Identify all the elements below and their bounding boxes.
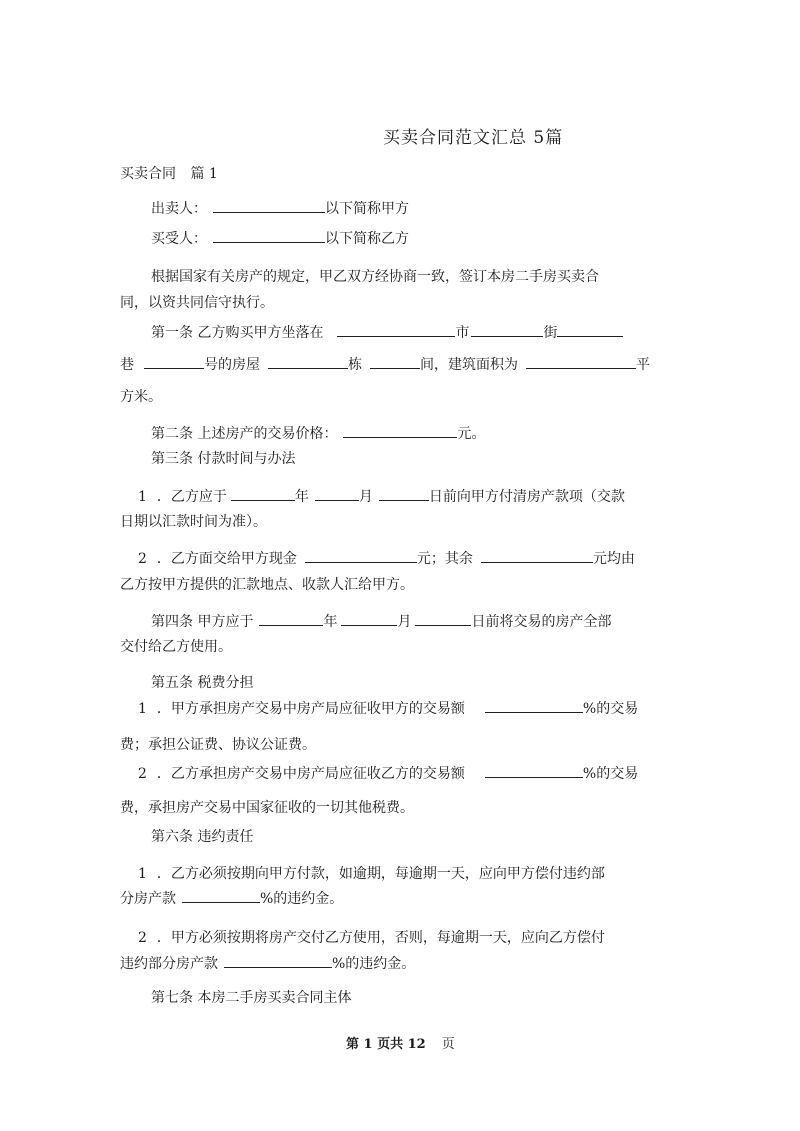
remainder-blank	[481, 549, 593, 563]
house-label: 号的房屋	[204, 357, 260, 373]
city-label: 市	[455, 325, 470, 341]
lane-label: 巷	[120, 357, 134, 373]
month-label: 月	[358, 489, 373, 505]
buyer-blank	[213, 229, 325, 243]
article-5-heading: 第五条 税费分担	[151, 675, 254, 691]
item-number: 2	[138, 930, 147, 946]
article-1-text: 第一条 乙方购买甲方坐落在	[151, 325, 324, 341]
buyer-suffix: 以下简称乙方	[325, 231, 409, 247]
cash-label: 元；其余	[416, 551, 473, 567]
year-label: 年	[294, 489, 309, 505]
price-unit: 元。	[457, 426, 486, 442]
article-4-text-end: 日前将交易的房产全部	[471, 614, 612, 630]
city-blank	[337, 323, 455, 337]
section-number: 篇 1	[190, 166, 218, 182]
area-unit-1: 平	[636, 357, 650, 373]
year-blank	[231, 487, 295, 501]
article-2	[151, 424, 485, 444]
seller-label: 出卖人：	[151, 201, 207, 217]
building-label: 栋	[348, 357, 362, 373]
buyer-line	[151, 229, 409, 249]
year-blank	[259, 612, 323, 626]
item-text: ．乙方承担房产交易中房产局应征收乙方的交易额	[156, 766, 465, 782]
area-blank	[526, 355, 636, 369]
article-6-item-2-line-2	[120, 954, 415, 974]
cash-blank	[305, 549, 417, 563]
article-1-line-1	[151, 323, 623, 343]
day-blank	[415, 612, 471, 626]
penalty-label: %的违约金。	[332, 956, 416, 972]
document-title: 买卖合同范文汇总 5篇	[383, 128, 564, 148]
intro-line-2: 同，以资共同信守执行。	[120, 295, 274, 311]
price-blank	[343, 424, 457, 438]
seller-suffix: 以下简称甲方	[325, 201, 409, 217]
article-1-line-2	[120, 355, 650, 375]
article-6-item-1-line-2	[120, 889, 343, 909]
page-unit: 页	[441, 1037, 455, 1052]
seller-blank	[213, 199, 325, 213]
lane-blank	[557, 323, 623, 337]
article-6-item-1-line-1	[138, 864, 605, 884]
item-text: ．乙方必须按期向甲方付款，如逾期，每逾期一天，应向甲方偿付违约部	[156, 866, 605, 882]
buyer-label: 买受人：	[151, 231, 207, 247]
year-label: 年	[323, 614, 338, 630]
percent-label: %的交易	[582, 766, 639, 782]
room-blank	[370, 355, 420, 369]
intro-line-1: 根据国家有关房产的规定，甲乙双方经协商一致，签订本房二手房买卖合	[151, 269, 599, 285]
article-4-line-1	[151, 612, 611, 632]
item-text: ．乙方面交给甲方现金	[156, 551, 297, 567]
article-7-heading: 第七条 本房二手房买卖合同主体	[151, 990, 352, 1006]
month-label: 月	[397, 614, 412, 630]
article-5-item-2-line-1	[138, 764, 638, 784]
item-text: ．甲方承担房产交易中房产局应征收甲方的交易额	[156, 701, 465, 717]
article-5-item-1-line-2: 费；承担公证费、协议公证费。	[120, 737, 316, 753]
percent-blank	[182, 889, 260, 903]
section-heading	[120, 164, 218, 184]
percent-blank	[224, 954, 332, 968]
item-number: 1	[138, 866, 147, 882]
house-number-blank	[144, 355, 204, 369]
article-1-line-3: 方米。	[120, 389, 162, 405]
area-text: 间，建筑面积为	[420, 357, 518, 373]
item-number: 2	[138, 551, 147, 567]
item-number: 2	[138, 766, 147, 782]
article-3-item-2-line-2: 乙方按甲方提供的汇款地点、收款人汇给甲方。	[120, 577, 414, 593]
item-text: 分房产款	[120, 891, 176, 907]
article-4-text: 第四条 甲方应于	[151, 614, 254, 630]
item-number: 1	[138, 489, 147, 505]
street-label: 街	[543, 325, 558, 341]
article-3-item-2-line-1	[138, 549, 635, 569]
article-3-item-1-line-1	[138, 487, 625, 507]
item-text: ．甲方必须按期将房产交付乙方使用，否则，每逾期一天，应向乙方偿付	[156, 930, 605, 946]
article-6-heading: 第六条 违约责任	[151, 829, 254, 845]
remainder-label: 元均由	[592, 551, 635, 567]
item-text: 违约部分房产款	[120, 956, 218, 972]
item-text: ．乙方应于	[156, 489, 227, 505]
building-blank	[268, 355, 348, 369]
seller-line	[151, 199, 409, 219]
page-number: 第 1 页共 12	[346, 1037, 426, 1052]
percent-label: %的交易	[582, 701, 639, 717]
month-blank	[341, 612, 397, 626]
section-label: 买卖合同	[120, 166, 176, 182]
street-blank	[471, 323, 543, 337]
article-2-text: 第二条 上述房产的交易价格：	[151, 426, 338, 442]
article-5-item-1-line-1	[138, 699, 638, 719]
article-5-item-2-line-2: 费，承担房产交易中国家征收的一切其他税费。	[120, 800, 414, 816]
article-6-item-2-line-1	[138, 928, 605, 948]
percent-blank	[485, 764, 583, 778]
item-text-end: 日前向甲方付清房产款项（交款	[428, 489, 625, 505]
penalty-label: %的违约金。	[260, 891, 344, 907]
item-number: 1	[138, 701, 147, 717]
page-footer	[346, 1035, 455, 1055]
day-blank	[379, 487, 429, 501]
article-3-item-1-line-2: 日期以汇款时间为准）。	[120, 514, 267, 530]
article-4-line-2: 交付给乙方使用。	[120, 639, 232, 655]
percent-blank	[485, 699, 583, 713]
month-blank	[315, 487, 359, 501]
article-3-heading: 第三条 付款时间与办法	[151, 451, 296, 467]
